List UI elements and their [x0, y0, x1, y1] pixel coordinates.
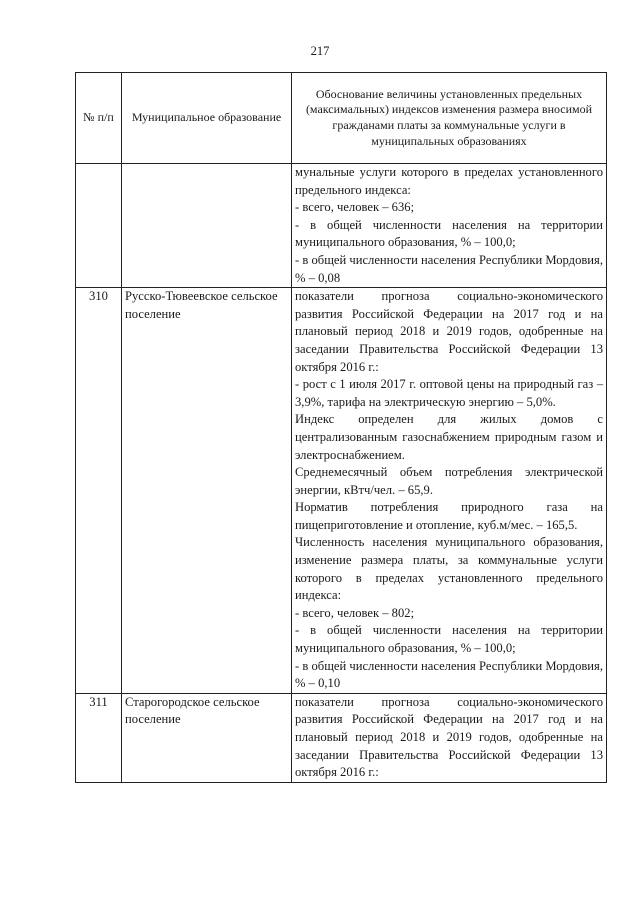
justification-paragraph: Индекс определен для жилых домов с централизованным газоснабжением природным газом и электроснабжением. [295, 412, 603, 462]
justification-paragraph: - рост с 1 июля 2017 г. оптовой цены на природный газ – 3,9%, тарифа на электрическую энергию – 5,0%. [295, 377, 603, 409]
row-num: 310 [76, 288, 122, 694]
row-num [76, 164, 122, 288]
justification-paragraph: - в общей численности населения Республики Мордовия, % – 0,10 [295, 658, 603, 691]
header-municipality: Муниципальное образование [122, 73, 292, 164]
table-row [76, 164, 607, 288]
justification-paragraph: - в общей численности населения на территории муниципального образования, % – 100,0; [295, 623, 603, 656]
row-justification [292, 693, 607, 782]
header-num: № п/п [76, 73, 122, 164]
justification-paragraph: мунальные услуги которого в пределах установленного предельного индекса: [295, 165, 603, 197]
justification-paragraph: - всего, человек – 636; [295, 200, 415, 215]
row-municipality: Русско-Тювеевское сельское поселение [122, 288, 292, 694]
row-justification [292, 164, 607, 288]
row-num: 311 [76, 693, 122, 782]
row-municipality: Старогородское сельское поселение [122, 693, 292, 782]
header-justification: Обоснование величины установленных предельных (максимальных) индексов изменения размера вносимой гражданами платы за коммунальные услуги в муниципальных образованиях [292, 73, 607, 164]
justification-paragraph: показатели прогноза социально-экономического развития Российской Федерации на 2017 год и на плановый период 2018 и 2019 годов, одобренные на заседании Правительства Российской Федерации 13 октября 2016 г.: [295, 694, 603, 780]
justification-paragraph: - в общей численности населения на территории муниципального образования, % – 100,0; [295, 217, 603, 250]
table-header-row [76, 73, 607, 164]
table-row [76, 288, 607, 694]
justification-paragraph: - в общей численности населения Республики Мордовия, % – 0,08 [295, 252, 603, 285]
tariff-index-table [75, 72, 607, 783]
row-municipality [122, 164, 292, 288]
row-justification [292, 288, 607, 694]
table-row [76, 693, 607, 782]
justification-paragraph: Среднемесячный объем потребления электрической энергии, кВтч/чел. – 65,9. [295, 465, 603, 497]
justification-paragraph: Норматив потребления природного газа на пищеприготовление и отопление, куб.м/мес. – 165,5. [295, 500, 603, 532]
justification-paragraph: показатели прогноза социально-экономического развития Российской Федерации на 2017 год и на плановый период 2018 и 2019 годов, одобренные на заседании Правительства Российской Федерации 13 октября 2016 г.: [295, 289, 603, 374]
justification-paragraph: - всего, человек – 802; [295, 605, 415, 620]
page-number: 217 [310, 44, 330, 58]
justification-paragraph: Численность населения муниципального образования, изменение размера платы, за коммунальные услуги которого в пределах установленного предельного индекса: [295, 535, 603, 603]
